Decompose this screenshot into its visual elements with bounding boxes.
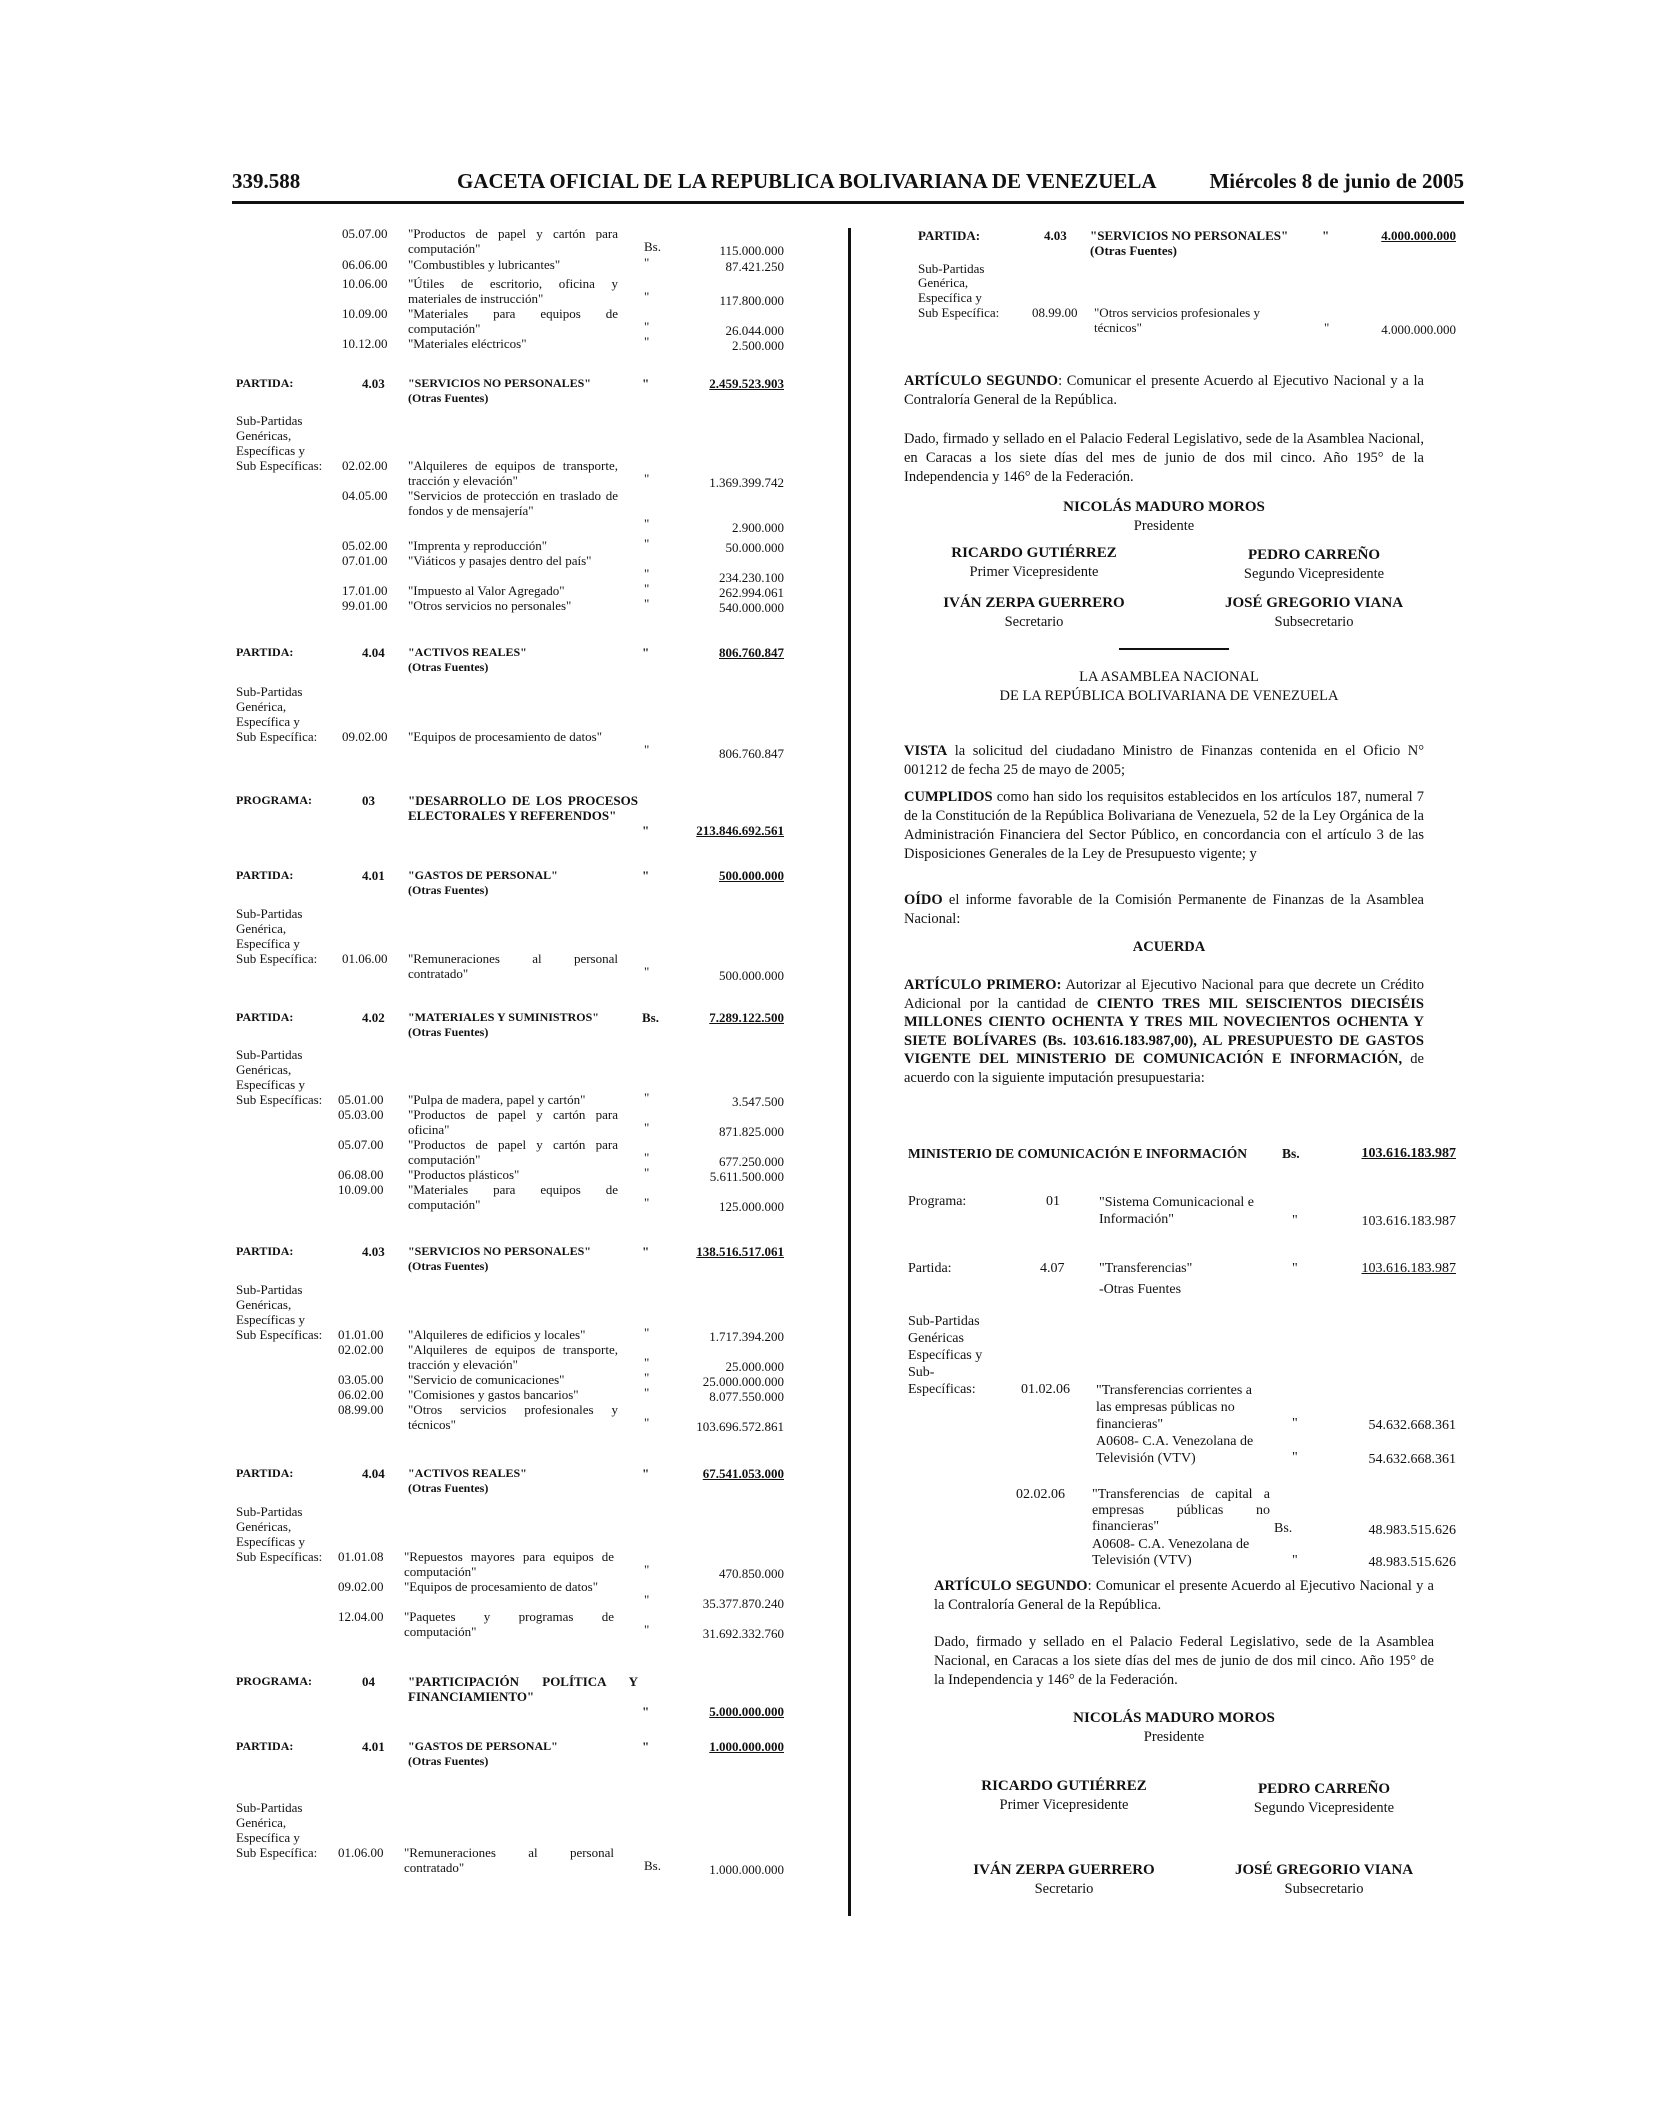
sub-amount: 54.632.668.361 [1368, 1452, 1456, 1467]
item-amount: 1.000.000.000 [709, 1862, 784, 1877]
item-description: "Servicio de comunicaciones" [408, 1372, 565, 1387]
item-amount: 5.611.500.000 [709, 1169, 784, 1184]
currency-mark: " [642, 645, 650, 660]
item-description: "Paquetes y programas de computación" [404, 1609, 614, 1639]
partida-label: PARTIDA: [236, 1739, 294, 1753]
item-description: "Alquileres de equipos de transporte, tracción y elevación" [408, 1342, 618, 1372]
item-description: "Productos de papel y cartón para oficina" [408, 1107, 618, 1137]
sub-label: Sub-Partidas [236, 906, 303, 921]
item-amount: 4.000.000.000 [1381, 322, 1456, 337]
item-description: "Materiales eléctricos" [408, 336, 527, 351]
sub-label: Sub Específica: [236, 951, 318, 966]
section-divider [1119, 648, 1229, 650]
sub-label: Sub Específica: [236, 1845, 318, 1860]
currency-mark: " [1292, 1261, 1298, 1276]
sub-label: Específica y [236, 1830, 300, 1845]
currency-mark: Bs. [1274, 1521, 1293, 1536]
currency-mark: " [644, 1195, 650, 1210]
signature-subsecretary: JOSÉ GREGORIO VIANA Subsecretario [1224, 595, 1404, 630]
signature-vp1: RICARDO GUTIÉRREZ Primer Vicepresidente [951, 545, 1117, 580]
partida-name: "MATERIALES Y SUMINISTROS" [408, 1010, 599, 1024]
item-amount: 125.000.000 [719, 1199, 784, 1214]
item-code: 01.06.00 [342, 951, 388, 966]
partida-code: 03 [362, 793, 375, 808]
item-code: 09.02.00 [342, 729, 388, 744]
sub-amount: 54.632.668.361 [1368, 1418, 1456, 1433]
item-code: 10.06.00 [342, 276, 388, 291]
program-name: "PARTICIPACIÓN POLÍTICA Y FINANCIAMIENTO" [408, 1674, 638, 1704]
item-code: 17.01.00 [342, 583, 388, 598]
item-description: "Equipos de procesamiento de datos" [408, 729, 603, 744]
partida-amount: 2.459.523.903 [709, 376, 784, 391]
partida-amount: 7.289.122.500 [709, 1010, 784, 1025]
partida-amount: 103.616.183.987 [1361, 1261, 1456, 1276]
item-description: "Pulpa de madera, papel y cartón" [408, 1092, 586, 1107]
acuerda-heading: ACUERDA [1132, 939, 1206, 955]
sub-label: Sub-Partidas [908, 1314, 980, 1329]
sub-label: Genéricas [908, 1331, 964, 1346]
partida-amount: 4.000.000.000 [1381, 228, 1456, 243]
currency-mark: " [644, 1150, 650, 1165]
dado-paragraph: Dado, firmado y sellado en el Palacio Federal Legislativo, sede de la Asamblea Nacional, en Caracas a los siete días del mes de junio de dos mil cinco. Año 195° de la Independencia y 146° de la Federación. [934, 1634, 1434, 1688]
partida-name: "ACTIVOS REALES" [408, 645, 527, 659]
programa-description: "Sistema Comunicacional e Información" [1099, 1195, 1255, 1227]
currency-mark: " [1322, 228, 1330, 243]
currency-mark: " [644, 319, 650, 334]
currency-mark: Bs. [644, 1858, 661, 1873]
signature-vp1: RICARDO GUTIÉRREZ Primer Vicepresidente [981, 1778, 1147, 1813]
partida-label: PARTIDA: [236, 868, 294, 882]
issue-date: Miércoles 8 de junio de 2005 [1209, 169, 1464, 193]
sub-amount: 48.983.515.626 [1368, 1523, 1456, 1538]
partida-code: 4.04 [362, 1466, 385, 1481]
item-amount: 50.000.000 [725, 540, 784, 555]
item-amount: 115.000.000 [719, 243, 784, 258]
sub-code: 01.02.06 [1021, 1382, 1070, 1397]
gazette-title: GACETA OFICIAL DE LA REPUBLICA BOLIVARIANA DE VENEZUELA [457, 169, 1157, 193]
dado-paragraph: Dado, firmado y sellado en el Palacio Federal Legislativo, sede de la Asamblea Nacional, en Caracas a los siete días del mes de junio de dos mil cinco. Año 195° de la Independencia y 146° de la Federación. [904, 431, 1424, 485]
partida-code: 4.04 [362, 645, 385, 660]
currency-mark: " [644, 1325, 650, 1340]
item-code: 05.03.00 [338, 1107, 384, 1122]
sub-label: Genérica, [236, 1815, 287, 1830]
partida-amount: 500.000.000 [719, 868, 784, 883]
currency-mark: " [644, 255, 650, 270]
currency-mark: " [644, 1385, 650, 1400]
articulo-primero: ARTÍCULO PRIMERO: Autorizar al Ejecutivo Nacional para que decrete un Crédito Adicional por la cantidad de CIENTO TRES MIL SEISCIENTOS DIECISÉIS MILLONES CIENTO OCHENTA Y TRES MIL NOVECIENTOS OCHENTA Y SIETE BOLÍVARES (Bs. 103.616.183.987,00), AL PRESUPUESTO DE GASTOS VIGENTE DEL MINISTERIO DE COMUNICACIÓN E INFORMACIÓN, de acuerdo con la siguiente imputación presupuestaria: [904, 977, 1424, 1086]
sub-label: Genéricas, [236, 1297, 292, 1312]
partida-source: (Otras Fuentes) [1090, 243, 1178, 258]
item-amount: 470.850.000 [719, 1566, 784, 1581]
currency-mark: Bs. [644, 239, 661, 254]
currency-mark: " [644, 596, 650, 611]
programa-label: Programa: [908, 1194, 967, 1209]
item-code: 05.07.00 [338, 1137, 384, 1152]
item-description: "Repuestos mayores para equipos de computación" [404, 1549, 614, 1579]
item-description: "Otros servicios profesionales y técnicos" [1094, 305, 1260, 335]
item-amount: 806.760.847 [719, 746, 784, 761]
asamblea-heading: LA ASAMBLEA NACIONAL DE LA REPÚBLICA BOLIVARIANA DE VENEZUELA [999, 669, 1339, 704]
item-code: 06.08.00 [338, 1167, 384, 1182]
oido-paragraph: OÍDO el informe favorable de la Comisión Permanente de Finanzas de la Asamblea Nacional: [904, 892, 1424, 927]
partida-amount: 67.541.053.000 [702, 1466, 784, 1481]
item-amount: 3.547.500 [732, 1094, 784, 1109]
signature-secretary: IVÁN ZERPA GUERRERO Secretario [973, 1862, 1155, 1897]
sub-label: Sub- [908, 1365, 935, 1380]
sub-label: Sub Específica: [918, 305, 1000, 320]
item-amount: 1.717.394.200 [709, 1329, 784, 1344]
currency-mark: " [644, 1120, 650, 1135]
item-code: 10.12.00 [342, 336, 388, 351]
partida-name: "SERVICIOS NO PERSONALES" [1090, 228, 1289, 243]
currency-mark: " [644, 334, 650, 349]
sub-label: Específicas y [236, 1534, 305, 1549]
sub-label: Sub Específicas: [236, 1327, 323, 1342]
item-code: 06.02.00 [338, 1387, 384, 1402]
currency-mark: " [644, 964, 650, 979]
currency-mark: " [644, 471, 650, 486]
sub-label: Específica y [236, 714, 300, 729]
partida-label: PARTIDA: [236, 1244, 294, 1258]
item-amount: 87.421.250 [725, 259, 784, 274]
item-amount: 2.500.000 [732, 338, 784, 353]
column-divider [848, 228, 851, 1916]
partida-name: "GASTOS DE PERSONAL" [408, 1739, 558, 1753]
partida-code: 4.02 [362, 1010, 385, 1025]
currency-mark: " [644, 1592, 650, 1607]
item-code: 05.07.00 [342, 226, 388, 241]
item-description: "Alquileres de edificios y locales" [408, 1327, 586, 1342]
partida-amount: 5.000.000.000 [709, 1704, 784, 1719]
item-code: 02.02.00 [342, 458, 388, 473]
item-description: "Alquileres de equipos de transporte, tracción y elevación" [408, 458, 618, 488]
partida-source: (Otras Fuentes) [408, 660, 489, 674]
partida-source: (Otras Fuentes) [408, 391, 489, 405]
currency-mark: " [644, 516, 650, 531]
cumplidos-paragraph: CUMPLIDOS como han sido los requisitos establecidos en los artículos 187, numeral 7 de la Constitución de la República Bolivariana de Venezuela, 52 de la Ley Orgánica de la Administración Financiera del Sector Público, en concordancia con el artículo 3 de las Disposiciones Generales de la Ley de Presupuesto vigente; y [904, 789, 1424, 862]
partida-source: (Otras Fuentes) [408, 883, 489, 897]
item-description: "Comisiones y gastos bancarios" [408, 1387, 579, 1402]
item-amount: 31.692.332.760 [702, 1626, 784, 1641]
item-description: "Otros servicios no personales" [408, 598, 572, 613]
partida-label: Partida: [908, 1261, 952, 1276]
programa-amount: 103.616.183.987 [1361, 1214, 1456, 1229]
sub-label: Específicas: [908, 1382, 976, 1397]
currency-mark: " [642, 823, 650, 838]
partida-label: PARTIDA: [918, 228, 981, 243]
currency-mark: " [642, 1704, 650, 1719]
partida-source: (Otras Fuentes) [408, 1754, 489, 1768]
item-amount: 8.077.550.000 [709, 1389, 784, 1404]
item-code: 06.06.00 [342, 257, 388, 272]
sub-label: Sub Específica: [236, 729, 318, 744]
partida-amount: 138.516.517.061 [696, 1244, 784, 1259]
item-description: "Útiles de escritorio, oficina y materiales de instrucción" [408, 276, 618, 306]
sub-label: Sub Específicas: [236, 1549, 323, 1564]
item-description: "Materiales para equipos de computación" [408, 306, 618, 336]
item-code: 99.01.00 [342, 598, 388, 613]
item-amount: 871.825.000 [719, 1124, 784, 1139]
item-code: 07.01.00 [342, 553, 388, 568]
currency-mark: " [644, 1355, 650, 1370]
currency-mark: " [1292, 1213, 1298, 1228]
program-name: "DESARROLLO DE LOS PROCESOS ELECTORALES Y REFERENDOS" [408, 793, 638, 823]
currency-mark: " [642, 1466, 650, 1481]
item-code: 01.01.08 [338, 1549, 384, 1564]
signature-vp2: PEDRO CARREÑO Segundo Vicepresidente [1253, 1781, 1395, 1816]
currency-mark: " [1324, 320, 1330, 335]
partida-source: (Otras Fuentes) [408, 1259, 489, 1273]
item-amount: 25.000.000.000 [702, 1374, 784, 1389]
item-amount: 262.994.061 [719, 585, 784, 600]
partida-amount: 213.846.692.561 [696, 823, 784, 838]
right-column [904, 0, 1464, 2124]
item-description: "Remuneraciones al personal contratado" [408, 951, 618, 981]
sub-description: "Transferencias corrientes a las empresas públicas no financieras" [1096, 1383, 1253, 1432]
sub-label: Específicas y [236, 1077, 305, 1092]
currency-mark: " [642, 376, 650, 391]
sub-label: Genéricas, [236, 428, 292, 443]
sub-label: Específicas y [908, 1348, 983, 1363]
partida-label: PARTIDA: [236, 645, 294, 659]
sub-code: 02.02.06 [1016, 1487, 1065, 1502]
vista-paragraph: VISTA la solicitud del ciudadano Ministro de Finanzas contenida en el Oficio N° 001212 de fecha 25 de mayo de 2005; [904, 743, 1424, 778]
sub-label: Sub-Partidas [236, 684, 303, 699]
item-description: "Impuesto al Valor Agregado" [408, 583, 565, 598]
item-code: 08.99.00 [338, 1402, 384, 1417]
partida-label: PARTIDA: [236, 1466, 294, 1480]
currency-mark: " [1292, 1450, 1298, 1465]
item-description: "Productos de papel y cartón para computación" [408, 1137, 618, 1167]
sub-label: Específicas y [236, 443, 305, 458]
item-description: "Viáticos y pasajes dentro del país" [408, 553, 592, 568]
sub-amount: 48.983.515.626 [1368, 1555, 1456, 1570]
sub-label: Genérica, [236, 921, 287, 936]
partida-code: 04 [362, 1674, 375, 1689]
sub-entity: A0608- C.A. Venezolana de Televisión (VTV) [1096, 1434, 1254, 1466]
currency-mark: " [642, 868, 650, 883]
item-amount: 25.000.000 [725, 1359, 784, 1374]
sub-label: Específica y [236, 936, 300, 951]
partida-code: 4.07 [1040, 1261, 1065, 1276]
sub-label: Sub-Partidas [236, 1282, 303, 1297]
item-code: 01.06.00 [338, 1845, 384, 1860]
partida-name: "SERVICIOS NO PERSONALES" [408, 1244, 591, 1258]
currency-mark: Bs. [642, 1010, 659, 1025]
sub-label: Sub-Partidas [236, 1800, 303, 1815]
sub-label: Genéricas, [236, 1519, 292, 1534]
sub-label: Específicas y [236, 1312, 305, 1327]
item-code: 12.04.00 [338, 1609, 384, 1624]
currency-mark: " [644, 581, 650, 596]
currency-mark: " [644, 1370, 650, 1385]
sub-label: Sub-Partidas [236, 1047, 303, 1062]
item-description: "Materiales para equipos de computación" [408, 1182, 618, 1212]
partida-label: PARTIDA: [236, 376, 294, 390]
partida-name: "ACTIVOS REALES" [408, 1466, 527, 1480]
currency-mark: " [644, 1562, 650, 1577]
currency-mark: " [644, 566, 650, 581]
ministerio-name: MINISTERIO DE COMUNICACIÓN E INFORMACIÓN [908, 1146, 1248, 1161]
sub-label: Sub-Partidas [236, 413, 303, 428]
sub-description: "Transferencias de capital a empresas públicas no financieras" [1092, 1487, 1270, 1534]
item-amount: 677.250.000 [719, 1154, 784, 1169]
sub-label: Sub-Partidas [918, 261, 985, 276]
item-description: "Remuneraciones al personal contratado" [404, 1845, 614, 1875]
item-amount: 500.000.000 [719, 968, 784, 983]
item-description: "Productos de papel y cartón para computación" [408, 226, 618, 256]
partida-code: 4.03 [1044, 228, 1067, 243]
sub-label: Específica y [918, 290, 982, 305]
item-code: 09.02.00 [338, 1579, 384, 1594]
currency-mark: " [644, 1165, 650, 1180]
articulo-segundo: ARTÍCULO SEGUNDO: Comunicar el presente Acuerdo al Ejecutivo Nacional y a la Contraloría General de la República. [934, 1578, 1434, 1613]
item-amount: 2.900.000 [732, 520, 784, 535]
item-description: "Imprenta y reproducción" [408, 538, 548, 553]
item-code: 04.05.00 [342, 488, 388, 503]
item-code: 10.09.00 [342, 306, 388, 321]
partida-code: 4.03 [362, 1244, 385, 1259]
signature-president: NICOLÁS MADURO MOROS Presidente [1073, 1710, 1275, 1745]
programa-code: 01 [1046, 1194, 1060, 1209]
item-amount: 234.230.100 [719, 570, 784, 585]
item-code: 02.02.00 [338, 1342, 384, 1357]
item-description: "Combustibles y lubricantes" [408, 257, 561, 272]
left-column [232, 0, 792, 2124]
item-amount: 117.800.000 [719, 293, 784, 308]
partida-source: (Otras Fuentes) [408, 1481, 489, 1495]
partida-code: 4.03 [362, 376, 385, 391]
articulo-segundo: ARTÍCULO SEGUNDO: Comunicar el presente Acuerdo al Ejecutivo Nacional y a la Contraloría General de la República. [904, 373, 1424, 408]
currency-mark: " [642, 1739, 650, 1754]
item-amount: 103.696.572.861 [696, 1419, 784, 1434]
partida-code: 4.01 [362, 1739, 385, 1754]
partida-label: PROGRAMA: [236, 1674, 312, 1688]
item-amount: 540.000.000 [719, 600, 784, 615]
item-description: "Otros servicios profesionales y técnicos" [408, 1402, 618, 1432]
partida-code: 4.01 [362, 868, 385, 883]
sub-label: Sub-Partidas [236, 1504, 303, 1519]
item-code: 03.05.00 [338, 1372, 384, 1387]
item-code: 10.09.00 [338, 1182, 384, 1197]
item-amount: 26.044.000 [725, 323, 784, 338]
item-code: 01.01.00 [338, 1327, 384, 1342]
item-code: 08.99.00 [1032, 305, 1078, 320]
currency-mark: " [644, 536, 650, 551]
partida-label: PARTIDA: [236, 1010, 294, 1024]
signature-subsecretary: JOSÉ GREGORIO VIANA Subsecretario [1234, 1862, 1414, 1897]
signature-president: NICOLÁS MADURO MOROS Presidente [1063, 499, 1265, 534]
item-code: 05.01.00 [338, 1092, 384, 1107]
currency-mark: " [642, 1244, 650, 1259]
item-code: 05.02.00 [342, 538, 388, 553]
item-description: "Servicios de protección en traslado de fondos y de mensajería" [408, 488, 618, 518]
currency-mark: " [644, 742, 650, 757]
currency-mark: " [644, 1415, 650, 1430]
currency-mark: Bs. [1282, 1146, 1300, 1161]
sub-entity: A0608- C.A. Venezolana de Televisión (VTV) [1092, 1537, 1250, 1568]
sub-label: Sub Específicas: [236, 458, 323, 473]
partida-label: PROGRAMA: [236, 793, 312, 807]
currency-mark: " [644, 289, 650, 304]
sub-label: Genérica, [236, 699, 287, 714]
sub-label: Sub Específicas: [236, 1092, 323, 1107]
partida-amount: 1.000.000.000 [709, 1739, 784, 1754]
sub-label: Genéricas, [236, 1062, 292, 1077]
partida-name: "SERVICIOS NO PERSONALES" [408, 376, 591, 390]
ministerio-amount: 103.616.183.987 [1361, 1146, 1456, 1161]
currency-mark: " [1292, 1553, 1298, 1568]
sub-label: Genérica, [918, 275, 969, 290]
currency-mark: " [644, 1090, 650, 1105]
page-number: 339.588 [232, 169, 301, 193]
item-description: "Equipos de procesamiento de datos" [404, 1579, 599, 1594]
partida-source: -Otras Fuentes [1099, 1282, 1182, 1297]
partida-name: "GASTOS DE PERSONAL" [408, 868, 558, 882]
partida-amount: 806.760.847 [719, 645, 784, 660]
item-amount: 1.369.399.742 [709, 475, 784, 490]
partida-description: "Transferencias" [1099, 1261, 1193, 1276]
currency-mark: " [1292, 1416, 1298, 1431]
currency-mark: " [644, 1622, 650, 1637]
partida-source: (Otras Fuentes) [408, 1025, 489, 1039]
signature-secretary: IVÁN ZERPA GUERRERO Secretario [943, 595, 1125, 630]
item-description: "Productos plásticos" [408, 1167, 520, 1182]
signature-vp2: PEDRO CARREÑO Segundo Vicepresidente [1243, 547, 1385, 582]
item-amount: 35.377.870.240 [702, 1596, 784, 1611]
